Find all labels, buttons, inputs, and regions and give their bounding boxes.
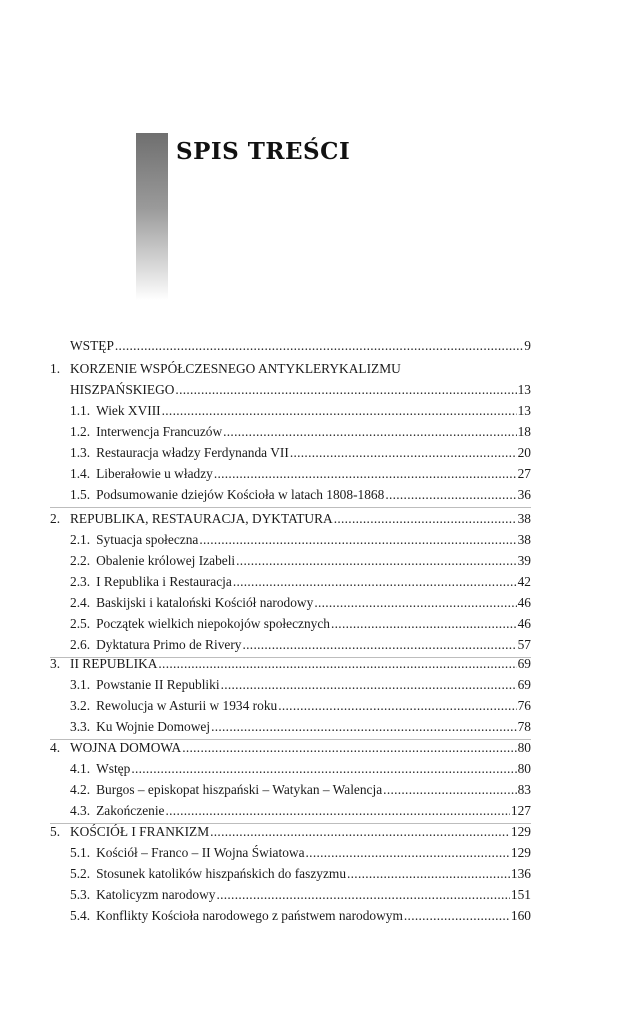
section-number: 2.4. xyxy=(70,595,91,610)
toc-page-number: 127 xyxy=(510,803,531,818)
toc-entry-section[interactable] xyxy=(70,464,531,484)
toc-entry-title: Baskijski i kataloński Kościół narodowy xyxy=(96,595,314,610)
dot-leader xyxy=(131,759,516,779)
toc-entry-chapter-2[interactable] xyxy=(70,509,531,529)
toc-entry-title: Burgos – episkopat hiszpański – Watykan – Walencja xyxy=(96,782,383,797)
section-number: 4.3. xyxy=(70,803,91,818)
dot-leader xyxy=(404,906,510,926)
toc-entry-section[interactable] xyxy=(70,485,531,505)
toc-entry-title: Stosunek katolików hiszpańskich do faszyzmu xyxy=(96,866,347,881)
dot-leader xyxy=(306,843,510,863)
toc-entry-section[interactable] xyxy=(70,551,531,571)
section-number: 5.2. xyxy=(70,866,91,881)
section-number: 1.3. xyxy=(70,445,91,460)
toc-entry-intro[interactable] xyxy=(70,336,531,356)
toc-page-number: 39 xyxy=(517,553,531,568)
decorative-gradient-bar xyxy=(136,133,168,300)
toc-page-number: 9 xyxy=(524,338,531,353)
toc-entry-title: Sytuacja społeczna xyxy=(96,532,199,547)
toc-entry-title: Powstanie II Republiki xyxy=(96,677,220,692)
dot-leader xyxy=(115,336,523,356)
toc-entry-section[interactable] xyxy=(70,614,531,634)
toc-entry-section[interactable] xyxy=(70,885,531,905)
dot-leader xyxy=(211,717,517,737)
toc-entry-chapter-4[interactable] xyxy=(70,738,531,758)
chapter-number: 1. xyxy=(50,361,61,376)
dot-leader xyxy=(182,738,516,758)
toc-page-number: 76 xyxy=(517,698,531,713)
chapter-number: 4. xyxy=(50,740,61,755)
toc-page-number: 78 xyxy=(517,719,531,734)
toc-entry-title: WOJNA DOMOWA xyxy=(70,740,182,755)
dot-leader xyxy=(223,422,516,442)
dot-leader xyxy=(162,401,517,421)
page-title: SPIS TREŚCI xyxy=(176,138,351,165)
chapter-divider xyxy=(50,507,531,508)
section-number: 1.5. xyxy=(70,487,91,502)
toc-entry-section[interactable] xyxy=(70,443,531,463)
toc-entry-section[interactable] xyxy=(70,801,531,821)
dot-leader xyxy=(278,696,516,716)
toc-entry-section[interactable] xyxy=(70,675,531,695)
toc-entry-title: I Republika i Restauracja xyxy=(96,574,232,589)
section-number: 3.2. xyxy=(70,698,91,713)
toc-entry-title: Konflikty Kościoła narodowego z państwem narodowym xyxy=(96,908,403,923)
toc-entry-title: Podsumowanie dziejów Kościoła w latach 1808-1868 xyxy=(96,487,385,502)
section-number: 3.3. xyxy=(70,719,91,734)
toc-entry-title: Interwencja Francuzów xyxy=(96,424,223,439)
toc-page-number: 83 xyxy=(517,782,531,797)
toc-entry-title: Liberałowie u władzy xyxy=(96,466,213,481)
toc-entry-title: KOŚCIÓŁ I FRANKIZM xyxy=(70,824,210,839)
toc-entry-section[interactable] xyxy=(70,864,531,884)
section-number: 4.2. xyxy=(70,782,91,797)
section-number: 3.1. xyxy=(70,677,91,692)
toc-entry-section[interactable] xyxy=(70,572,531,592)
toc-entry-section[interactable] xyxy=(70,530,531,550)
section-number: 2.3. xyxy=(70,574,91,589)
toc-entry-section[interactable] xyxy=(70,906,531,926)
toc-entry-section[interactable] xyxy=(70,780,531,800)
dot-leader xyxy=(221,675,517,695)
toc-entry-title: Kościół – Franco – II Wojna Światowa xyxy=(96,845,305,860)
chapter-title-line2: HISZPAŃSKIEGO xyxy=(70,382,175,397)
toc-entry-title: Rewolucja w Asturii w 1934 roku xyxy=(96,698,278,713)
dot-leader xyxy=(314,593,516,613)
toc-page-number: 80 xyxy=(517,740,531,755)
toc-page-number: 27 xyxy=(517,466,531,481)
toc-page-number: 46 xyxy=(517,595,531,610)
toc-entry-title: WSTĘP xyxy=(70,338,114,353)
toc-entry-chapter-3[interactable] xyxy=(70,654,531,674)
toc-entry-section[interactable] xyxy=(70,843,531,863)
section-number: 2.5. xyxy=(70,616,91,631)
section-number: 1.4. xyxy=(70,466,91,481)
dot-leader xyxy=(210,822,510,842)
toc-page-number: 129 xyxy=(510,845,531,860)
toc-page-number: 151 xyxy=(510,887,531,902)
toc-page-number: 80 xyxy=(517,761,531,776)
dot-leader xyxy=(290,443,517,463)
dot-leader xyxy=(243,635,517,655)
chapter-number: 3. xyxy=(50,656,61,671)
dot-leader xyxy=(236,551,516,571)
toc-page-number: 38 xyxy=(517,511,531,526)
toc-page-number: 57 xyxy=(517,637,531,652)
toc-page-number: 136 xyxy=(510,866,531,881)
toc-page-number: 13 xyxy=(517,382,531,397)
toc-entry-title: Dyktatura Primo de Rivery xyxy=(96,637,242,652)
dot-leader xyxy=(347,864,510,884)
toc-entry-section[interactable] xyxy=(70,401,531,421)
toc-page-number: 38 xyxy=(517,532,531,547)
toc-entry-title: Ku Wojnie Domowej xyxy=(96,719,211,734)
toc-entry-section[interactable] xyxy=(70,422,531,442)
toc-page-number: 160 xyxy=(510,908,531,923)
chapter-title-line1: KORZENIE WSPÓŁCZESNEGO ANTYKLERYKALIZMU xyxy=(70,361,401,376)
section-number: 2.6. xyxy=(70,637,91,652)
toc-page-number: 42 xyxy=(517,574,531,589)
dot-leader xyxy=(383,780,516,800)
section-number: 1.2. xyxy=(70,424,91,439)
section-number: 2.2. xyxy=(70,553,91,568)
toc-entry-chapter-1[interactable] xyxy=(70,380,531,400)
dot-leader xyxy=(334,509,517,529)
section-number: 2.1. xyxy=(70,532,91,547)
toc-entry-title: Wiek XVIII xyxy=(96,403,161,418)
toc-entry-chapter-5[interactable] xyxy=(70,822,531,842)
section-number: 5.1. xyxy=(70,845,91,860)
toc-entry-title: II REPUBLIKA xyxy=(70,656,158,671)
dot-leader xyxy=(216,885,509,905)
toc-page-number: 18 xyxy=(517,424,531,439)
dot-leader xyxy=(166,801,510,821)
toc-entry-section[interactable] xyxy=(70,759,531,779)
dot-leader xyxy=(214,464,517,484)
toc-page-number: 36 xyxy=(517,487,531,502)
dot-leader xyxy=(175,380,516,400)
section-number: 1.1. xyxy=(70,403,91,418)
toc-page-number: 69 xyxy=(517,656,531,671)
toc-page-number: 46 xyxy=(517,616,531,631)
toc-entry-section[interactable] xyxy=(70,717,531,737)
dot-leader xyxy=(385,485,516,505)
dot-leader xyxy=(331,614,517,634)
toc-entry-title: Obalenie królowej Izabeli xyxy=(96,553,236,568)
toc-entry-title: REPUBLIKA, RESTAURACJA, DYKTATURA xyxy=(70,511,333,526)
dot-leader xyxy=(199,530,516,550)
chapter-number: 5. xyxy=(50,824,61,839)
toc-page-number: 129 xyxy=(510,824,531,839)
section-number: 5.4. xyxy=(70,908,91,923)
toc-page-number: 20 xyxy=(517,445,531,460)
dot-leader xyxy=(158,654,516,674)
toc-entry-section[interactable] xyxy=(70,593,531,613)
toc-entry-title: Wstęp xyxy=(96,761,131,776)
toc-page-number: 13 xyxy=(517,403,531,418)
toc-entry-title: Katolicyzm narodowy xyxy=(96,887,216,902)
section-number: 5.3. xyxy=(70,887,91,902)
section-number: 4.1. xyxy=(70,761,91,776)
dot-leader xyxy=(233,572,517,592)
toc-entry-title: Zakończenie xyxy=(96,803,165,818)
toc-entry-title: Początek wielkich niepokojów społecznych xyxy=(96,616,330,631)
toc-entry-title: Restauracja władzy Ferdynanda VII xyxy=(96,445,289,460)
toc-page-number: 69 xyxy=(517,677,531,692)
toc-entry-section[interactable] xyxy=(70,696,531,716)
chapter-number: 2. xyxy=(50,511,61,526)
toc-entry-section[interactable] xyxy=(70,635,531,655)
